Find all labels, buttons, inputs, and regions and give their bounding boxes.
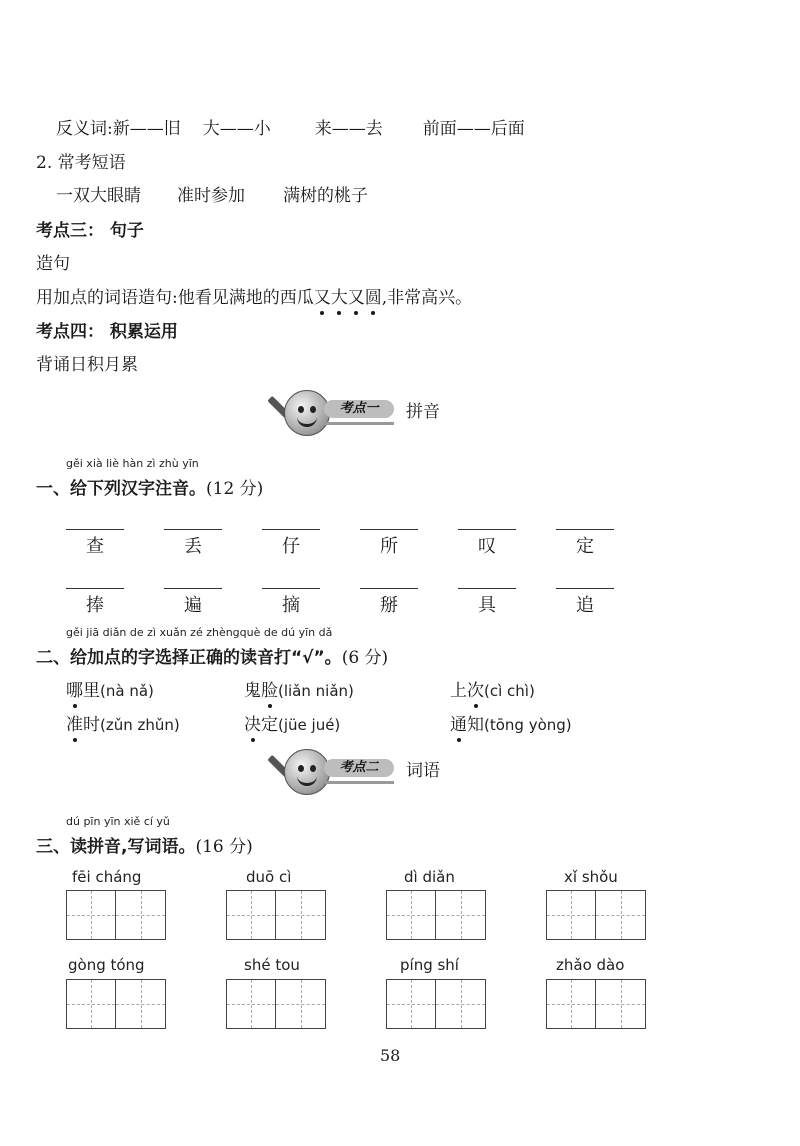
answer-blank[interactable] — [66, 588, 124, 589]
writing-grid[interactable] — [226, 890, 326, 940]
badge-title: 词语 — [406, 761, 440, 781]
dotted-char: 大 — [331, 283, 348, 308]
section-badge-pinyin — [266, 386, 466, 442]
hanzi-char: 遍 — [184, 595, 202, 616]
word-pinyin: píng shí — [400, 956, 459, 974]
answer-blank[interactable] — [556, 529, 614, 530]
phrase-item: 满树的桃子 — [283, 186, 368, 206]
q1-pinyin: gěi xià liè hàn zì zhù yīn — [66, 457, 199, 470]
point3-subheading: 造句 — [36, 254, 70, 274]
dotted-char: 又 — [314, 283, 331, 308]
hanzi-char: 捧 — [86, 595, 104, 616]
antonyms-line — [56, 114, 525, 139]
hanzi-char: 定 — [576, 536, 594, 557]
dotted-char: 哪 — [66, 676, 83, 701]
word-pinyin: gòng tóng — [68, 956, 145, 974]
word-pinyin: shé tou — [244, 956, 300, 974]
q3-title-line — [36, 832, 253, 857]
phrase-item: 一双大眼睛 — [56, 186, 141, 206]
q1-title-line — [36, 474, 263, 499]
word-pinyin: dì diǎn — [404, 868, 455, 886]
q2-title-line — [36, 643, 388, 668]
dotted-char: 通 — [450, 710, 467, 735]
reading-choice[interactable]: 鬼脸(liǎn niǎn) — [244, 676, 354, 701]
hanzi-char: 掰 — [380, 595, 398, 616]
reading-choice[interactable]: 准时(zǔn zhǔn) — [66, 710, 180, 735]
hanzi-char: 所 — [380, 536, 398, 557]
dotted-char: 决 — [244, 710, 261, 735]
writing-grid[interactable] — [66, 979, 166, 1029]
answer-blank[interactable] — [360, 529, 418, 530]
writing-grid[interactable] — [546, 979, 646, 1029]
badge-tag: 考点二 — [324, 759, 394, 777]
writing-grid[interactable] — [66, 890, 166, 940]
hanzi-char: 具 — [478, 595, 496, 616]
hanzi-char: 追 — [576, 595, 594, 616]
antonym-pair: 大——小 — [202, 119, 271, 139]
hanzi-char: 仔 — [282, 536, 300, 557]
word-pinyin: fēi cháng — [72, 868, 142, 886]
q1-title: 一、给下列汉字注音。 — [36, 479, 206, 499]
badge-tag: 考点一 — [324, 400, 394, 418]
prompt-before: 用加点的词语造句:他看见满地的西瓜 — [36, 288, 314, 308]
answer-blank[interactable] — [262, 529, 320, 530]
hanzi-char: 摘 — [282, 595, 300, 616]
writing-grid[interactable] — [386, 979, 486, 1029]
word-pinyin: zhǎo dào — [556, 956, 625, 974]
point3-heading: 考点三： 句子 — [36, 221, 144, 241]
section-badge-words — [266, 745, 466, 801]
pinyin-options[interactable]: (nà nǎ) — [100, 682, 154, 700]
antonyms-label: 反义词: — [56, 119, 113, 139]
writing-grid[interactable] — [226, 979, 326, 1029]
dotted-char: 又 — [348, 283, 365, 308]
q3-title: 三、读拼音,写词语。 — [36, 837, 196, 857]
smiley-icon — [284, 390, 330, 436]
phrase-item: 准时参加 — [177, 186, 245, 206]
point4-subheading: 背诵日积月累 — [36, 355, 138, 375]
antonym-pair: 前面——后面 — [422, 119, 525, 139]
answer-blank[interactable] — [556, 588, 614, 589]
answer-blank[interactable] — [458, 529, 516, 530]
dotted-char: 次 — [467, 676, 484, 701]
reading-choice[interactable]: 通知(tōng yòng) — [450, 710, 572, 735]
pinyin-options[interactable]: (liǎn niǎn) — [278, 682, 354, 700]
q3-score: (16 分) — [195, 837, 253, 857]
phrases-heading: 2. 常考短语 — [36, 153, 126, 173]
answer-blank[interactable] — [458, 588, 516, 589]
sentence-prompt — [36, 283, 472, 308]
q2-pinyin: gěi jiā diǎn de zì xuǎn zé zhèngquè de dú yīn dǎ — [66, 626, 333, 639]
page-number: 58 — [380, 1046, 401, 1065]
answer-blank[interactable] — [360, 588, 418, 589]
pinyin-options[interactable]: (cì chì) — [484, 682, 535, 700]
pinyin-options[interactable]: (zǔn zhǔn) — [100, 716, 180, 734]
q1-score: (12 分) — [206, 479, 264, 499]
dotted-char: 脸 — [261, 676, 278, 701]
reading-choice[interactable]: 决定(jüe jué) — [244, 710, 340, 735]
pinyin-options[interactable]: (jüe jué) — [278, 716, 341, 734]
answer-blank[interactable] — [262, 588, 320, 589]
writing-grid[interactable] — [386, 890, 486, 940]
hanzi-char: 丢 — [184, 536, 202, 557]
word-pinyin: duō cì — [246, 868, 292, 886]
smiley-icon — [284, 749, 330, 795]
answer-blank[interactable] — [164, 588, 222, 589]
reading-choice[interactable]: 哪里(nà nǎ) — [66, 676, 154, 701]
q3-pinyin: dú pīn yīn xiě cí yǔ — [66, 815, 170, 828]
badge-title: 拼音 — [406, 402, 440, 422]
hanzi-char: 叹 — [478, 536, 496, 557]
antonym-pair: 来——去 — [314, 119, 383, 139]
pinyin-options[interactable]: (tōng yòng) — [484, 716, 572, 734]
dotted-char: 准 — [66, 710, 83, 735]
hanzi-char: 查 — [86, 536, 104, 557]
antonym-pair: 新——旧 — [112, 119, 181, 139]
answer-blank[interactable] — [164, 529, 222, 530]
q2-title: 二、给加点的字选择正确的读音打“√”。 — [36, 648, 342, 668]
dotted-char: 圆 — [365, 283, 382, 308]
q2-score: (6 分) — [341, 648, 389, 668]
reading-choice[interactable]: 上次(cì chì) — [450, 676, 535, 701]
point4-heading: 考点四： 积累运用 — [36, 322, 178, 342]
word-pinyin: xǐ shǒu — [564, 868, 618, 886]
prompt-after: ,非常高兴。 — [381, 288, 473, 308]
writing-grid[interactable] — [546, 890, 646, 940]
answer-blank[interactable] — [66, 529, 124, 530]
phrases-line — [56, 181, 368, 206]
